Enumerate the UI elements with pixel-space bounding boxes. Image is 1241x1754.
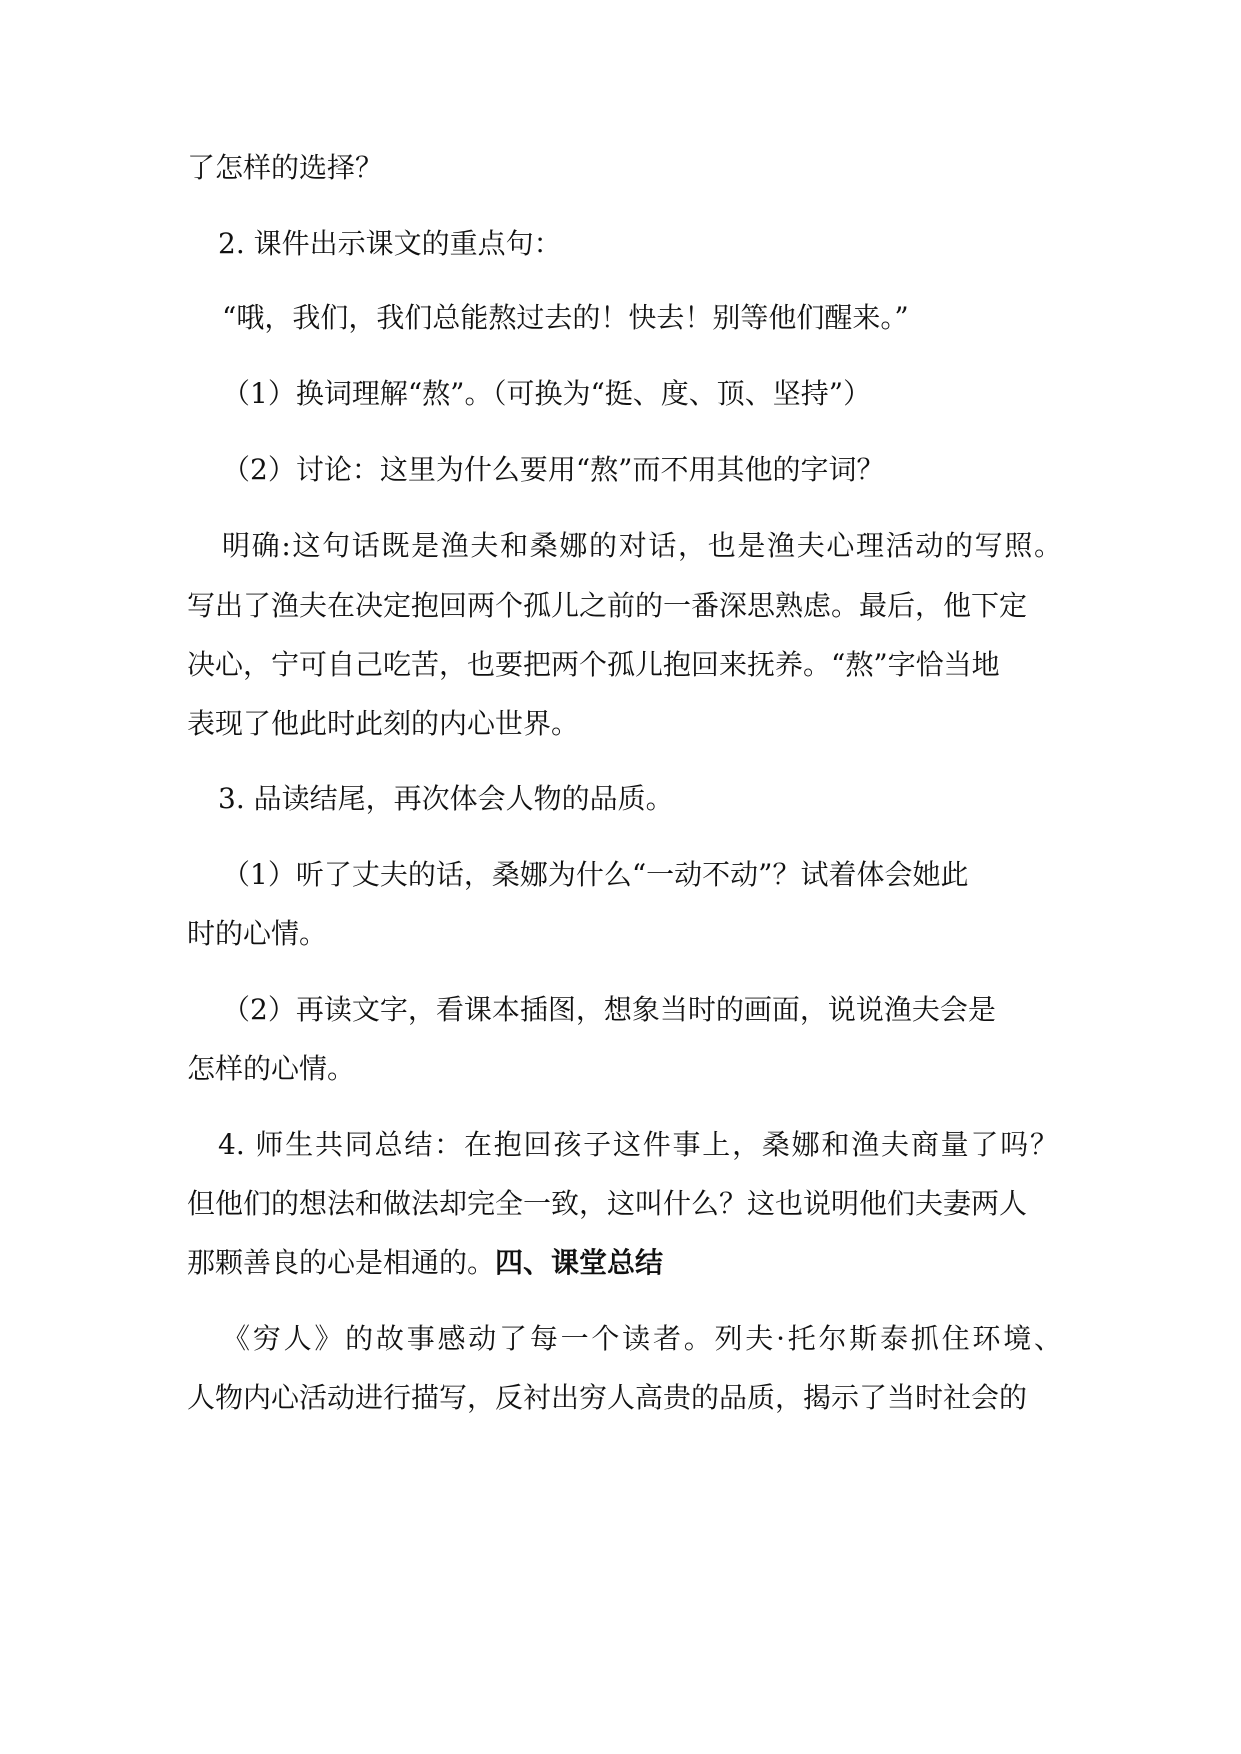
text-line: [187, 1243, 1067, 1283]
text-line: （2）再读文字，看课本插图，想象当时的画面，说说渔夫会是: [222, 993, 996, 1026]
text-line: 人物内心活动进行描写，反衬出穷人高贵的品质，揭示了当时社会的: [187, 1381, 1028, 1414]
text-line: “哦，我们，我们总能熬过去的！快去！别等他们醒来。”: [222, 301, 909, 334]
text-line: 《穷人》的故事感动了每一个读者。列夫·托尔斯泰抓住环境、: [222, 1322, 1062, 1355]
text-line: 明确:这句话既是渔夫和桑娜的对话，也是渔夫心理活动的写照。: [222, 529, 1062, 562]
text-line: （2）讨论：这里为什么要用“熬”而不用其他的字词？: [222, 453, 885, 486]
text-line: 4. 师生共同总结：在抱回孩子这件事上，桑娜和渔夫商量了吗？: [218, 1128, 1058, 1161]
text-line: （1）听了丈夫的话，桑娜为什么“一动不动”？试着体会她此: [222, 858, 969, 891]
text-line: 决心，宁可自己吃苦，也要把两个孤儿抱回来抚养。“熬”字恰当地: [187, 648, 1000, 681]
text-line: 2. 课件出示课文的重点句：: [218, 227, 562, 260]
text-line: 怎样的心情。: [187, 1052, 356, 1085]
text-line: 但他们的想法和做法却完全一致，这叫什么？这也说明他们夫妻两人: [187, 1187, 1028, 1220]
text-line: 3. 品读结尾，再次体会人物的品质。: [218, 782, 674, 815]
text-line-segment: 那颗善良的心是相通的。: [187, 1246, 496, 1279]
text-line: 了怎样的选择？: [187, 151, 384, 184]
text-line: 写出了渔夫在决定抱回两个孤儿之前的一番深思熟虑。最后，他下定: [187, 589, 1028, 622]
text-line: （1）换词理解“熬”。（可换为“挺、度、顶、坚持”）: [222, 377, 872, 410]
text-line: 表现了他此时此刻的内心世界。: [187, 707, 580, 740]
text-line: 时的心情。: [187, 917, 328, 950]
section-heading: 四、课堂总结: [495, 1246, 664, 1279]
